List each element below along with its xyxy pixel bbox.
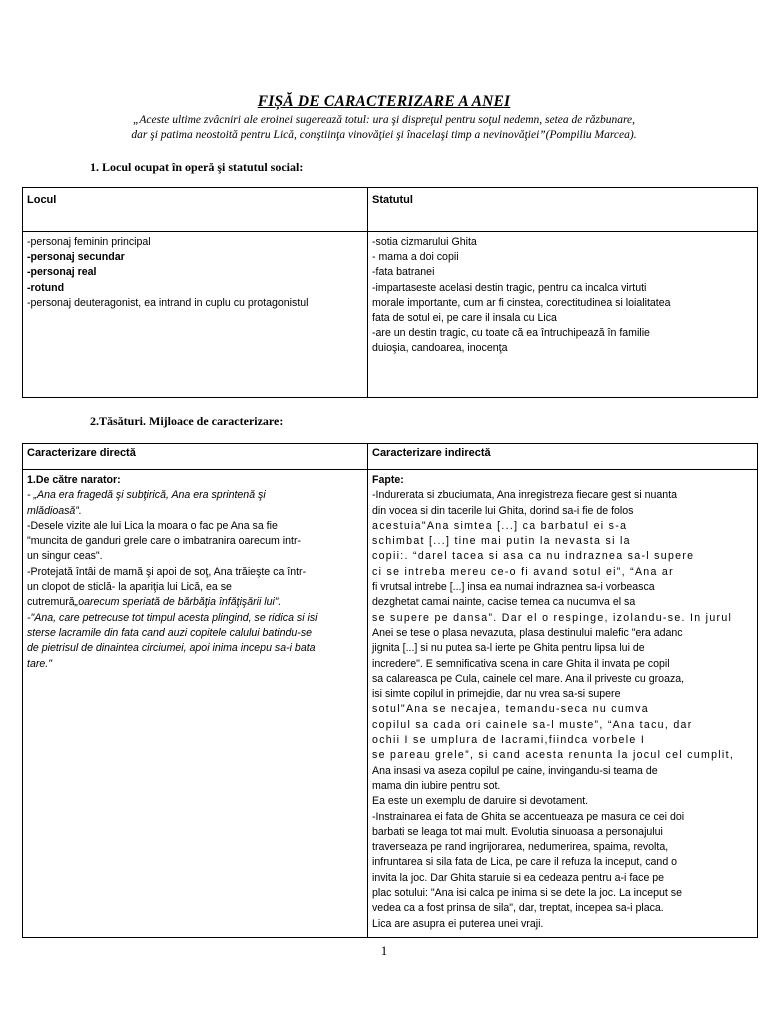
cell-line: acestuia"Ana simtea [...] ca barbatul ei s-a <box>372 519 628 532</box>
column-header: Caracterizare directă <box>23 444 368 470</box>
cell-line: barbati se leaga tot mai mult. Evolutia sinuoasa a personajului <box>372 825 663 838</box>
cell-line: - mama a doi copii <box>372 251 459 264</box>
cell-line: -Protejată întâi de mamă şi apoi de soţ, Ana trăieşte ca într- <box>27 565 307 578</box>
page-title: FIȘĂ DE CARACTERIZARE A ANEI <box>257 93 511 110</box>
quote-line: „Aceste ultime zvâcniri ale eroinei sugerează totul: ura şi dispreţul pentru soţul nedemn, setea de răzbunare, <box>133 114 635 126</box>
table-row <box>23 232 758 398</box>
cell-line: fi vrutsal intrebe [...] insa ea numai indraznea sa-i vorbeasca <box>372 581 655 594</box>
cell-line: jignita [...] si nu putea sa-l ierte pe Ghita pentru lipsa lui de <box>372 642 645 655</box>
cell-line: -fata batranei <box>372 266 435 279</box>
cell-line: Ana insasi va aseza copilul pe caine, invingandu-si teama de <box>372 764 658 777</box>
cell-line: -Instrainarea ei fata de Ghita se accentueaza pe masura ce cei doi <box>372 810 685 823</box>
cell-line: Anei se tese o plasa nevazuta, plasa destinului malefic "era adanc <box>372 626 683 639</box>
cell-line: morale importante, cum ar fi cinstea, corectitudinea si loialitatea <box>372 296 671 309</box>
cell-line: "muncita de ganduri grele care o imbatranira oarecum intr- <box>27 535 302 548</box>
cell-line: -personaj deuteragonist, ea intrand in cuplu cu protagonistul <box>27 296 309 309</box>
cell-line: dezghetat camai nainte, cacise temea ca nucumva el sa <box>372 596 636 609</box>
cell-line: copilul sa cada ori cainele sa-l muste”, “Ana tacu, dar <box>372 718 693 731</box>
cell-line: -sotia cizmarului Ghita <box>372 236 477 248</box>
page-number: 1 <box>380 943 388 958</box>
cell-line: se supere pe dansa”. Dar el o respinge, izolandu-se. In jurul <box>372 611 733 624</box>
quote-line: dar şi patima neostoită pentru Lică, conştiinţa vinovăţiei şi înacelaşi timp a nevinovăţiei”(Pompiliu Marcea). <box>131 129 637 141</box>
cell-line: -personaj feminin principal <box>27 236 151 248</box>
cell-line: tare." <box>27 657 52 670</box>
table-row <box>23 470 758 938</box>
statutul-cell <box>368 232 758 398</box>
cell-line: -impartaseste acelasi destin tragic, pentru ca incalca virtuti <box>372 281 647 294</box>
column-header: Caracterizare indirectă <box>368 444 758 470</box>
cell-line: Ea este un exemplu de daruire si devotament. <box>372 795 589 808</box>
cell-line: mlădioasă”. <box>27 504 82 517</box>
cell-line: fata de sotul ei, pe care il insala cu Lica <box>372 312 557 325</box>
column-header: Statutul <box>368 188 758 232</box>
cell-line: se pareau grele”, si cand acesta renunta la jocul cel cumplit, <box>372 749 735 762</box>
cell-line: plac sotului: "Ana isi calca pe inima si se dete la joc. La inceput se <box>372 887 682 900</box>
cell-line: sa calareasca pe Cula, cainele cel mare. Ana il priveste cu groaza, <box>372 672 685 685</box>
section-heading: 2.Tăsături. Mijloace de caracterizare: <box>90 414 284 428</box>
cell-line: -"Ana, care petrecuse tot timpul acesta plingind, se ridica si isi <box>27 611 318 624</box>
cell-line: -Indurerata si zbuciumata, Ana inregistreza fiecare gest si nuanta <box>372 489 678 502</box>
indirect-characterization-cell <box>368 470 758 938</box>
cell-line: infruntarea si sila fata de Lica, pe care il refuza la inceput, cand o <box>372 856 678 869</box>
column-header: Locul <box>23 188 368 232</box>
cell-line: -rotund <box>27 281 65 294</box>
cell-line: de pietrisul de dinaintea circiumei, apoi inima incepu sa-i bata <box>27 642 316 655</box>
section-heading: 1. Locul ocupat în operă şi statutul social: <box>90 160 304 174</box>
table-header-row <box>23 188 758 232</box>
cell-line: ochii I se umplura de lacrami,fiindca vorbele I <box>372 734 646 747</box>
cell-line: un singur ceas". <box>27 550 103 563</box>
cell-line: Fapte: <box>372 474 404 486</box>
cell-line: 1.De către narator: <box>27 474 121 486</box>
locul-cell <box>23 232 368 398</box>
table-caracterizare <box>22 443 758 938</box>
cell-line: din vocea si din tacerile lui Ghita, dorind sa-i fie de folos <box>372 504 634 517</box>
cell-line: sotul"Ana se necajea, temandu-seca nu cumva <box>372 703 649 716</box>
cell-line: ci se intreba mereu ce-o fi avand sotul ei”, “Ana ar <box>372 565 674 578</box>
cell-line: cutremură„oarecum speriată de bărbăţia înfăţişării lui”. <box>27 596 282 609</box>
cell-line: duioşia, candoarea, inocenţa <box>372 342 508 355</box>
cell-line: invita la joc. Dar Ghita staruie si ea cedeaza pentru a-i face pe <box>372 871 665 884</box>
epigraph-quote <box>60 113 708 143</box>
cell-line: -personaj secundar <box>27 251 125 264</box>
cell-line: mama din iubire pentru sot. <box>372 779 501 792</box>
cell-line: - „Ana era fragedă şi subţirică, Ana era sprintenă şi <box>27 489 266 502</box>
direct-characterization-cell <box>23 470 368 938</box>
cell-line: -personaj real <box>27 266 97 279</box>
cell-line: vedea ca a fost prinsa de sila", dar, treptat, incepea sa-i placa. <box>372 902 664 915</box>
cell-line: un clopot de sticlă- la apariţia lui Lică, ea se <box>27 581 232 594</box>
table-header-row <box>23 444 758 470</box>
cell-line: isi simte copilul in primejdie, dar nu vrea sa-si supere <box>372 688 621 701</box>
cell-line: copii:. “darel tacea si asa ca nu indraznea sa-l supere <box>372 550 695 563</box>
cell-line: incredere". E semnificativa scena in care Ghita il invata pe copil <box>372 657 670 670</box>
cell-line: schimbat [...] tine mai putin la nevasta si la <box>372 535 631 548</box>
cell-line: -are un destin tragic, cu toate că ea întruchipează în familie <box>372 327 650 340</box>
cell-line: -Desele vizite ale lui Lica la moara o fac pe Ana sa fie <box>27 519 278 532</box>
cell-line: traverseaza pe rand ingrijorarea, nedumerirea, spaima, revolta, <box>372 841 669 854</box>
table-locul-statutul <box>22 187 758 398</box>
cell-line: sterse lacramile din fata cand auzi copitele calului batindu-se <box>27 626 313 639</box>
cell-line: Lica are asupra ei puterea unei vraji. <box>372 917 544 930</box>
